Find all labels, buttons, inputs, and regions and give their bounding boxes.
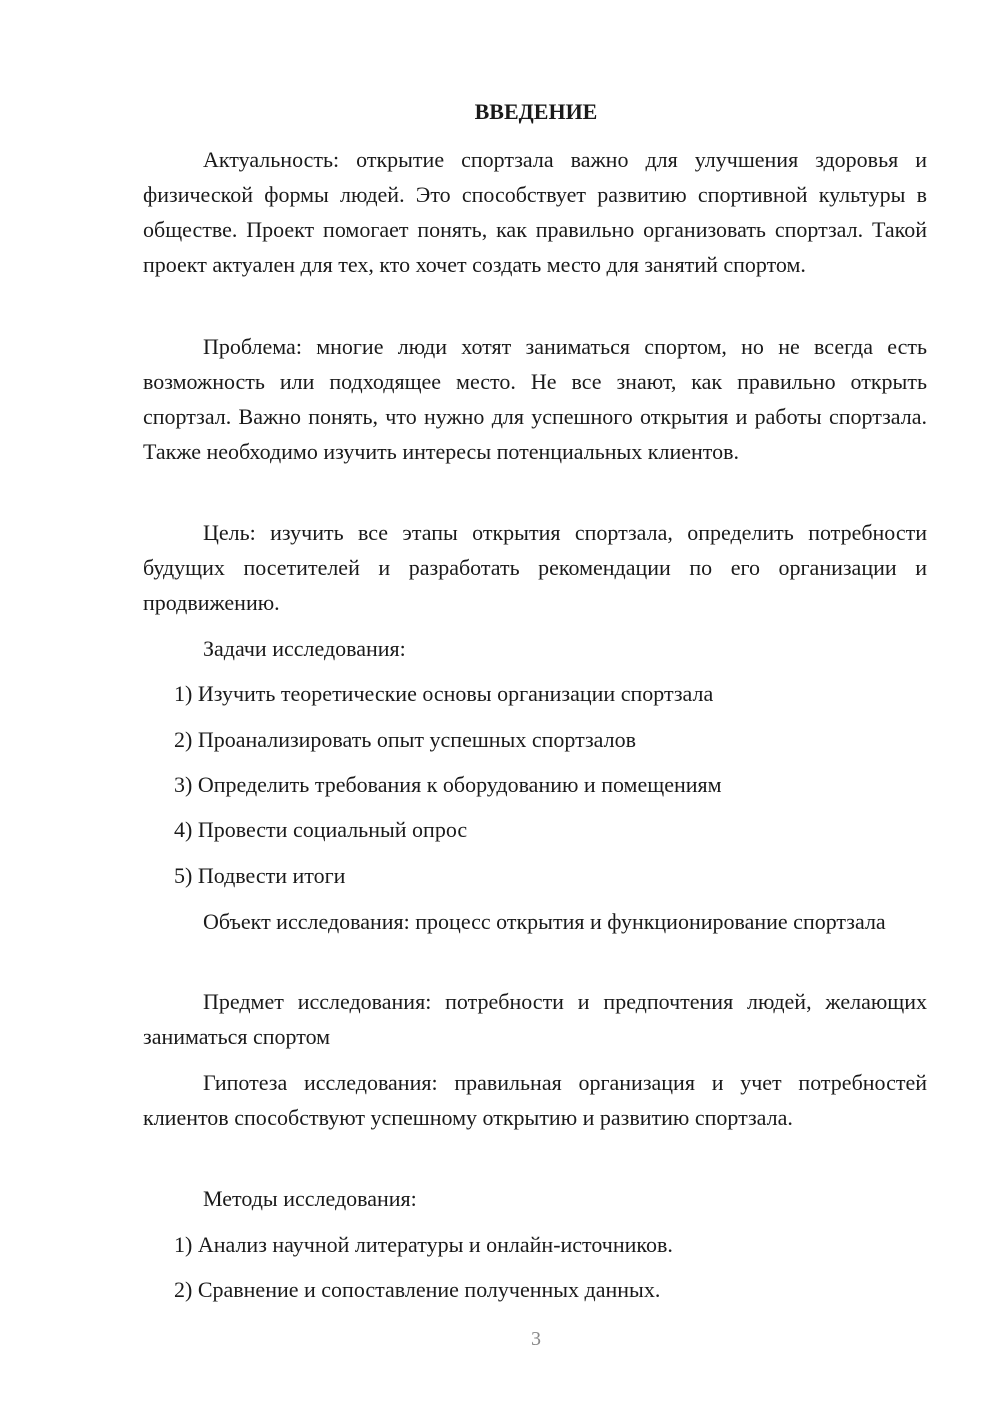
paragraph-relevance: Актуальность: открытие спортзала важно для улучшения здоровья и физической формы людей. Это способствует развитию спортивной культуры в обществе. Проект помогает понять, как правильно организовать спортзал. Такой проект актуален для тех, кто хочет создать место для занятий спортом. <box>143 147 927 277</box>
methods-label: Методы исследования: <box>203 1186 417 1211</box>
paragraph-goal: Цель: изучить все этапы открытия спортзала, определить потребности будущих посетителей и разработать рекомендации по его организации и продвижению. <box>143 520 927 615</box>
section-heading: ВВЕДЕНИЕ <box>474 99 598 124</box>
tasks-label: Задачи исследования: <box>203 636 406 661</box>
task-item-3: 3) Определить требования к оборудованию и помещениям <box>174 772 722 797</box>
page-number: 3 <box>531 1328 541 1350</box>
task-item-2: 2) Проанализировать опыт успешных спортзалов <box>174 727 636 752</box>
method-item-2: 2) Сравнение и сопоставление полученных данных. <box>174 1277 661 1302</box>
task-item-1: 1) Изучить теоретические основы организации спортзала <box>174 681 714 706</box>
task-item-4: 4) Провести социальный опрос <box>174 817 468 842</box>
task-item-5: 5) Подвести итоги <box>174 863 346 888</box>
paragraph-hypothesis: Гипотеза исследования: правильная организация и учет потребностей клиентов способствуют успешному открытию и развитию спортзала. <box>143 1070 927 1130</box>
method-item-1: 1) Анализ научной литературы и онлайн-источников. <box>174 1232 673 1257</box>
paragraph-subject: Предмет исследования: потребности и предпочтения людей, желающих заниматься спортом <box>143 989 927 1049</box>
paragraph-problem: Проблема: многие люди хотят заниматься спортом, но не всегда есть возможность или подходящее место. Не все знают, как правильно открыть спортзал. Важно понять, что нужно для успешного открытия и работы спортзала. Также необходимо изучить интересы потенциальных клиентов. <box>143 334 927 464</box>
paragraph-object: Объект исследования: процесс открытия и функционирование спортзала <box>203 909 886 934</box>
